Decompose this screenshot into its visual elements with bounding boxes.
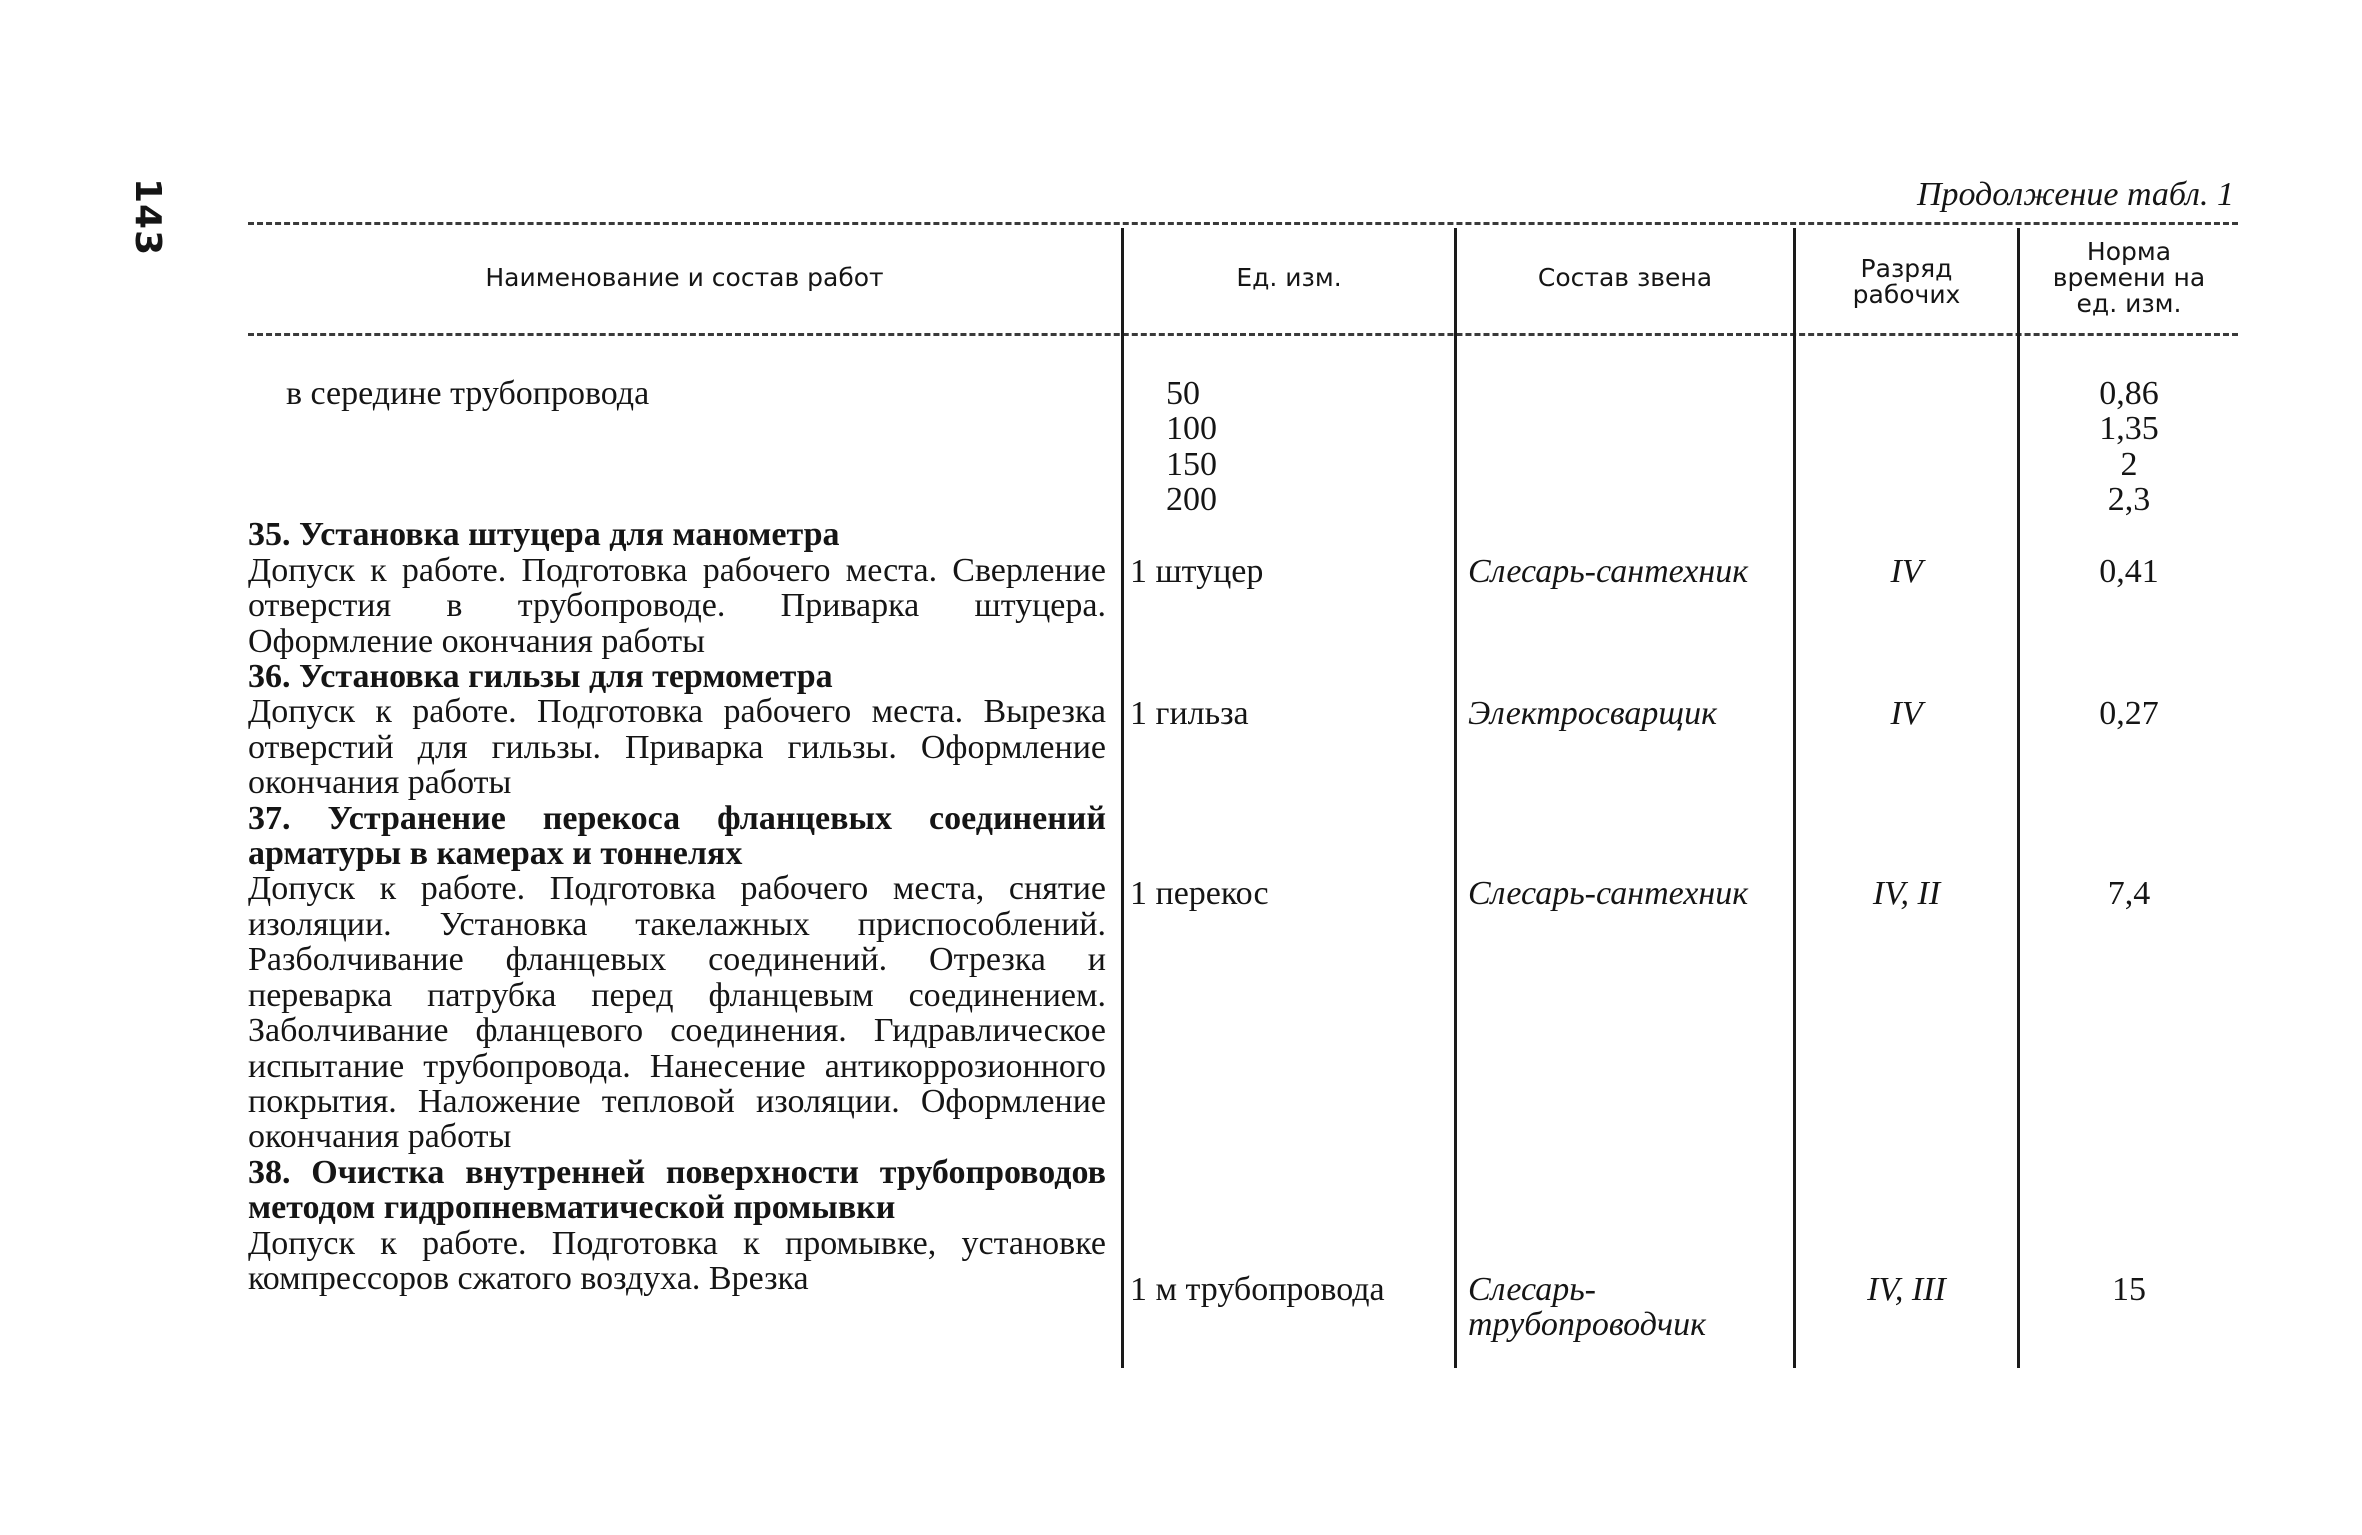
- unit-value: 150: [1166, 445, 1217, 483]
- grade-cell: IV, III: [1867, 1271, 1946, 1308]
- grade-cell: IV: [1890, 553, 1923, 590]
- page-number: 143: [127, 178, 168, 257]
- header-norm: [2020, 228, 2238, 328]
- unit-cell: 1 м трубопровода: [1130, 1271, 1385, 1308]
- norm-cell: 7,4: [2107, 875, 2151, 912]
- norm-cell: 0,41: [2099, 553, 2159, 590]
- row-body: Допуск к работе. Подготовка к промывке, установке компрессоров сжатого воздуха. Врезка: [248, 1224, 1106, 1297]
- crew-cell: Слесарь-сантехник: [1468, 553, 1749, 590]
- grade-cell: IV, II: [1872, 875, 1941, 912]
- header-grade: [1796, 228, 2017, 332]
- norm-value: 0,86: [2099, 375, 2159, 412]
- table-continuation-label: Продолжение табл. 1: [1916, 176, 2234, 213]
- row-title: 35. Установка штуцера для манометра: [248, 516, 840, 554]
- table-top-rule: [248, 222, 2238, 225]
- column-divider: [1121, 228, 1124, 1368]
- unit-value: 200: [1166, 481, 1217, 519]
- crew-cell: Электросварщик: [1468, 695, 1717, 732]
- norm-value: 2,3: [2107, 481, 2151, 519]
- crew-cell: Слесарь-трубопроводчик: [1468, 1271, 1707, 1344]
- header-unit: Ед. изм.: [1236, 263, 1342, 292]
- norm-cell: [2020, 376, 2238, 518]
- header-norm-text: Норма времени на ед. изм.: [2052, 237, 2206, 318]
- unit-cell: 1 штуцер: [1130, 553, 1264, 590]
- unit-value: 50: [1166, 375, 1200, 412]
- unit-value: 100: [1166, 410, 1217, 448]
- norm-cell: 15: [2112, 1271, 2146, 1308]
- header-crew: Состав звена: [1537, 263, 1713, 292]
- unit-cell: 1 гильза: [1130, 695, 1249, 732]
- row-title: 36. Установка гильзы для термометра: [248, 658, 833, 696]
- row-title: 37. Устранение перекоса фланцевых соединений арматуры в камерах и тоннелях: [248, 799, 1106, 873]
- unit-cell: [1166, 376, 1217, 518]
- row-title: 38. Очистка внутренней поверхности трубопроводов методом гидропневматической промывки: [248, 1153, 1106, 1227]
- crew-cell: Слесарь-сантехник: [1468, 875, 1749, 912]
- row-title: в середине трубопровода: [286, 375, 650, 412]
- row-body: Допуск к работе. Подготовка рабочего места, снятие изоляции. Установка такелажных приспособлений. Разболчивание фланцевых соединений. Отрезка и переварка патрубка перед фланцевым соединением. Заболчивание фланцевого соединения. Гидравлическое испытание трубопровода. Нанесение антикоррозионного покрытия. Наложение тепловой изоляции. Оформление окончания работы: [248, 870, 1106, 1156]
- norm-value: 1,35: [2099, 410, 2159, 448]
- column-divider: [1454, 228, 1457, 1368]
- norm-value: 2: [2120, 445, 2138, 483]
- header-grade-text: Разряд рабочих: [1852, 254, 1961, 309]
- table-header-rule: [248, 333, 2238, 336]
- unit-cell: 1 перекос: [1130, 875, 1269, 912]
- norm-cell: 0,27: [2099, 695, 2159, 732]
- grade-cell: IV: [1890, 695, 1923, 732]
- row-body: Допуск к работе. Подготовка рабочего места. Вырезка отверстий для гильзы. Приварка гильзы. Оформление окончания работы: [248, 693, 1106, 802]
- row-body: Допуск к работе. Подготовка рабочего места. Сверление отверстия в трубопроводе. Приварка штуцера. Оформление окончания работы: [248, 551, 1106, 660]
- spacer: [248, 411, 1106, 517]
- work-description-column: [248, 376, 1106, 1296]
- header-work: Наименование и состав работ: [485, 263, 884, 292]
- column-divider: [1793, 228, 1796, 1368]
